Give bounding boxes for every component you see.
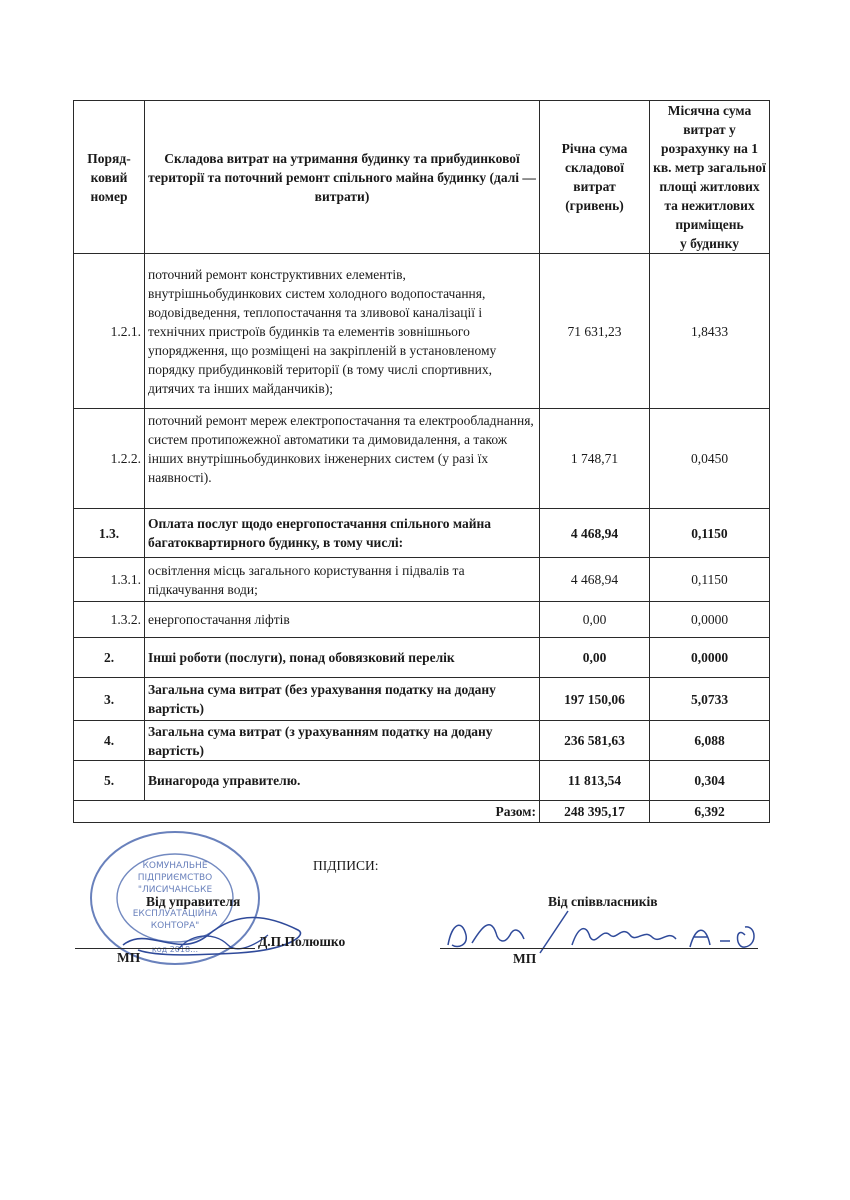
row-annual: 0,00 xyxy=(540,638,650,678)
svg-text:код 2018…: код 2018… xyxy=(151,945,199,954)
row-number: 1.2.1. xyxy=(74,254,145,409)
row-description: Загальна сума витрат (без урахування податку на додану вартість) xyxy=(145,678,540,721)
manager-signature-line xyxy=(75,948,255,949)
owners-mp: МП xyxy=(513,951,537,966)
row-description: освітлення місць загального користування і підвалів та підкачування води; xyxy=(145,558,540,602)
header-number-text: Поряд- ковий номер xyxy=(87,150,131,204)
signatures-title: ПІДПИСИ: xyxy=(313,858,379,873)
manager-label: Від управителя xyxy=(146,894,241,909)
row-monthly: 0,0450 xyxy=(650,409,770,509)
table-row xyxy=(74,409,770,509)
table-row xyxy=(74,678,770,721)
table-row xyxy=(74,638,770,678)
svg-text:"ЛИСИЧАНСЬКЕ: "ЛИСИЧАНСЬКЕ xyxy=(137,885,213,895)
owners-signature-line xyxy=(440,948,758,949)
row-number: 1.3.1. xyxy=(74,558,145,602)
header-number xyxy=(74,101,145,254)
row-number: 1.2.2. xyxy=(74,409,145,509)
row-description: Загальна сума витрат (з урахуванням податку на додану вартість) xyxy=(145,721,540,761)
row-description: поточний ремонт конструктивних елементів, внутрішньобудинкових систем холодного водопостачання, водовідведення, теплопостачання та зливової каналізації і технічних пристроїв будинків та елементів зовнішнього упорядження, що розміщені на закріпленій в установленому порядку прибудинковій території (в тому числі спортивних, дитячих та інших майданчиків); xyxy=(145,254,540,409)
row-number: 1.3.2. xyxy=(74,602,145,638)
row-monthly: 6,088 xyxy=(650,721,770,761)
row-annual: 71 631,23 xyxy=(540,254,650,409)
total-monthly: 6,392 xyxy=(650,801,770,823)
total-annual: 248 395,17 xyxy=(540,801,650,823)
svg-text:ЕКСПЛУАТАЦІЙНА: ЕКСПЛУАТАЦІЙНА xyxy=(132,909,218,919)
row-description: Оплата послуг щодо енергопостачання спільного майна багатоквартирного будинку, в тому числі: xyxy=(145,509,540,558)
row-monthly: 0,1150 xyxy=(650,509,770,558)
row-annual: 197 150,06 xyxy=(540,678,650,721)
row-annual: 1 748,71 xyxy=(540,409,650,509)
owners-signature xyxy=(440,905,765,960)
row-annual: 4 468,94 xyxy=(540,509,650,558)
table-row xyxy=(74,558,770,602)
row-monthly: 0,304 xyxy=(650,761,770,801)
table-row xyxy=(74,761,770,801)
table-row xyxy=(74,721,770,761)
row-number: 2. xyxy=(74,638,145,678)
row-number: 1.3. xyxy=(74,509,145,558)
svg-text:КОНТОРА": КОНТОРА" xyxy=(150,921,200,931)
row-monthly: 0,1150 xyxy=(650,558,770,602)
row-number: 3. xyxy=(74,678,145,721)
owners-label: Від співвласників xyxy=(548,894,658,909)
table-row xyxy=(74,254,770,409)
header-annual-sum: Річна сума складової витрат (гривень) xyxy=(540,101,650,254)
row-monthly: 1,8433 xyxy=(650,254,770,409)
row-annual: 4 468,94 xyxy=(540,558,650,602)
manager-mp: МП xyxy=(117,950,141,965)
table-row xyxy=(74,509,770,558)
total-label: Разом: xyxy=(74,801,540,823)
svg-text:КОМУНАЛЬНЕ: КОМУНАЛЬНЕ xyxy=(142,861,208,871)
row-annual: 11 813,54 xyxy=(540,761,650,801)
row-monthly: 5,0733 xyxy=(650,678,770,721)
row-number: 4. xyxy=(74,721,145,761)
row-annual: 236 581,63 xyxy=(540,721,650,761)
row-number: 5. xyxy=(74,761,145,801)
row-description: поточний ремонт мереж електропостачання та електрообладнання, систем протипожежної автоматики та димовидалення, а також інших внутрішньобудинкових інженерних систем (у разі їх наявності). xyxy=(145,409,540,509)
row-monthly: 0,0000 xyxy=(650,638,770,678)
svg-text:ПІДПРИЄМСТВО: ПІДПРИЄМСТВО xyxy=(137,873,213,883)
row-description: Інші роботи (послуги), понад обовязковий перелік xyxy=(145,638,540,678)
header-description: Складова витрат на утримання будинку та прибудинкової території та поточний ремонт спільного майна будинку (далі — витрати) xyxy=(145,101,540,254)
manager-name: Д.П.Полюшко xyxy=(258,934,346,949)
table-row xyxy=(74,602,770,638)
row-description: енергопостачання ліфтів xyxy=(145,602,540,638)
total-row xyxy=(74,801,770,823)
row-description: Винагорода управителю. xyxy=(145,761,540,801)
row-annual: 0,00 xyxy=(540,602,650,638)
row-monthly: 0,0000 xyxy=(650,602,770,638)
header-monthly-sum xyxy=(650,101,770,254)
header-monthly-text: Місячна сума витрат у розрахунку на 1 кв. метр загальної площі житлових та нежитлових приміщень у будинку xyxy=(653,103,766,251)
expenses-table xyxy=(73,100,770,823)
